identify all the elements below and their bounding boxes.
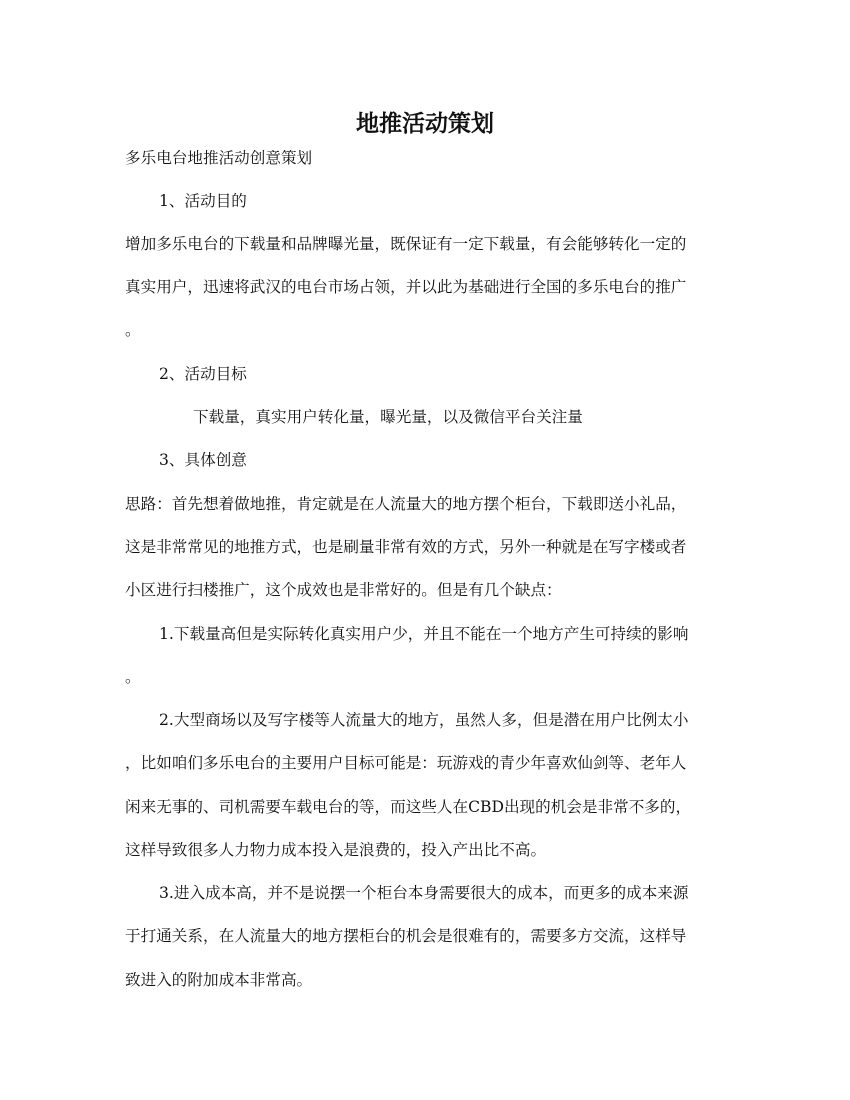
- point-2-line: 这样导致很多人力物力成本投入是浪费的，投入产出比不高。: [125, 841, 547, 859]
- goal-line: 增加多乐电台的下载量和品牌曝光量，既保证有一定下载量，有会能够转化一定的: [125, 235, 687, 253]
- page-title: 地推活动策划: [356, 110, 494, 137]
- idea-heading: 3、具体创意: [159, 451, 247, 469]
- target-text: 下载量，真实用户转化量，曝光量，以及微信平台关注量: [193, 408, 583, 426]
- goal-heading: 1、活动目的: [159, 192, 247, 210]
- target-heading: 2、活动目标: [159, 365, 247, 383]
- goal-line: 。: [125, 321, 141, 339]
- point-2-line: 闲来无事的、司机需要车载电台的等，而这些人在CBD出现的机会是非常不多的，: [125, 798, 692, 816]
- idea-line: 小区进行扫楼推广，这个成效也是非常好的。但是有几个缺点：: [125, 581, 562, 599]
- point-3-line: 3.进入成本高，并不是说摆一个柜台本身需要很大的成本，而更多的成本来源: [159, 884, 689, 902]
- point-2-line: 2.大型商场以及写字楼等人流量大的地方，虽然人多，但是潜在用户比例太小: [159, 711, 689, 729]
- point-1-line: 1.下载量高但是实际转化真实用户少，并且不能在一个地方产生可持续的影响: [159, 625, 689, 643]
- point-1-line: 。: [125, 668, 141, 686]
- idea-line: 这是非常常见的地推方式，也是刷量非常有效的方式，另外一种就是在写字楼或者: [125, 538, 687, 556]
- point-3-line: 致进入的附加成本非常高。: [125, 971, 313, 989]
- idea-line: 思路：首先想着做地推，肯定就是在人流量大的地方摆个柜台，下载即送小礼品，: [125, 495, 687, 513]
- goal-line: 真实用户，迅速将武汉的电台市场占领，并以此为基础进行全国的多乐电台的推广: [125, 278, 687, 296]
- subtitle: 多乐电台地推活动创意策划: [125, 149, 313, 167]
- point-3-line: 于打通关系，在人流量大的地方摆柜台的机会是很难有的，需要多方交流，这样导: [125, 927, 687, 945]
- point-2-line: ，比如咱们多乐电台的主要用户目标可能是：玩游戏的青少年喜欢仙剑等、老年人: [125, 754, 687, 772]
